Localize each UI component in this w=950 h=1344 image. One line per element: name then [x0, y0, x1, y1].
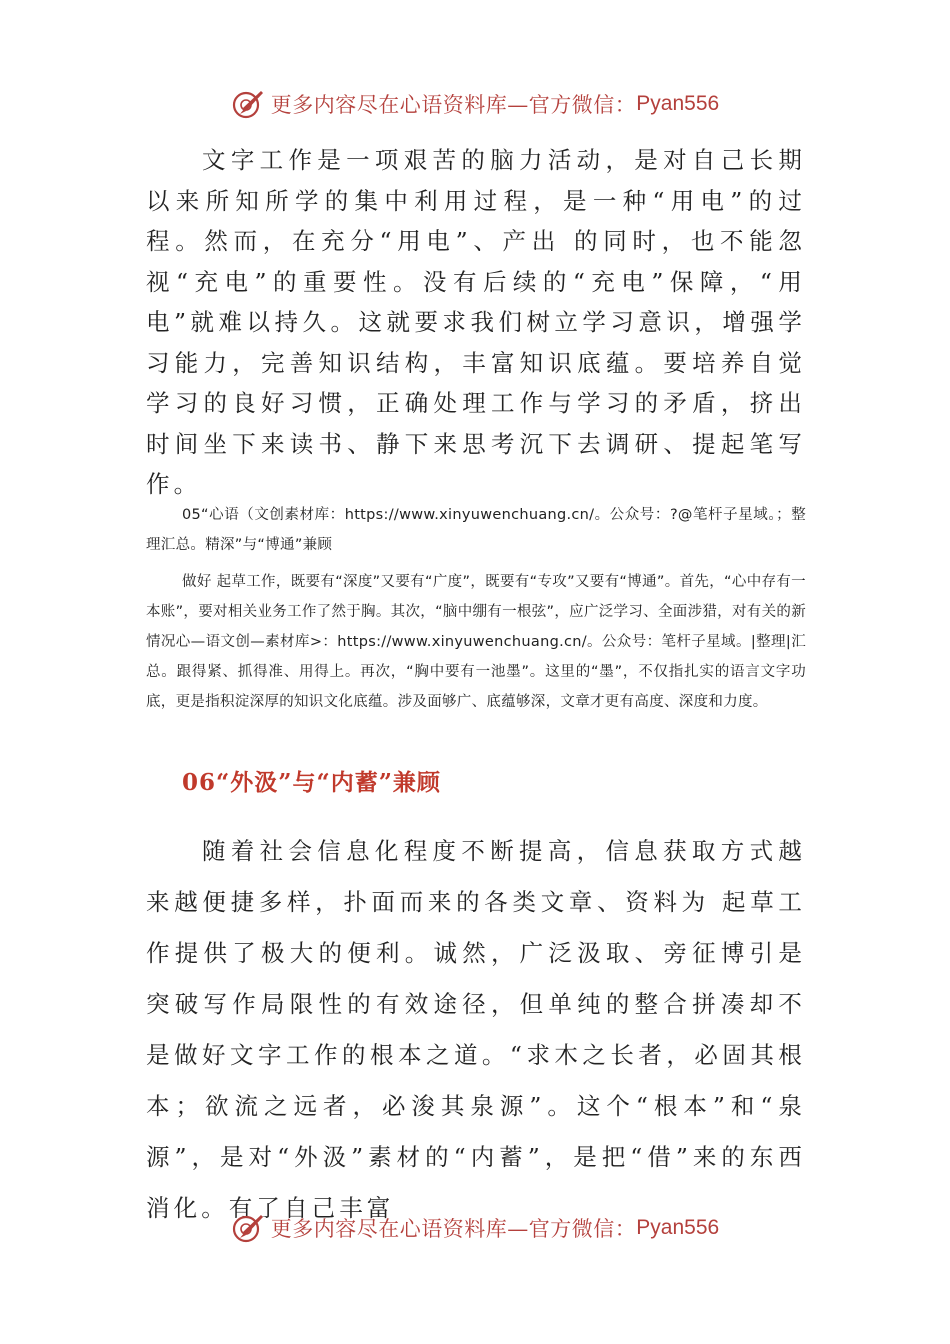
banner-wechat-id: Pyan556	[636, 1216, 720, 1239]
paragraph-block-3	[146, 567, 806, 717]
pen-logo-icon	[231, 87, 265, 121]
pen-logo-icon	[231, 1211, 265, 1245]
section-06-heading: 06“外汲”与“内蓄”兼顾	[182, 769, 441, 796]
section-05-title-paragraph: 05“心语（文创素材库：https://www.xinyuwenchuang.cn/。公众号：?@笔杆子星域。；整理汇总。精深”与“博通”兼顾	[146, 507, 806, 553]
paragraph-block-4	[146, 826, 806, 1234]
body-paragraph: 文字工作是一项艰苦的脑力活动，是对自己长期以来所知所学的集中利用过程，是一种“用电”的过程。然而，在充分“用电”、产出 的同时，也不能忽视“充电”的重要性。没有后续的“充电”保障，“用电”就难以持久。这就要求我们树立学习意识，增强学习能力，完善知识结构，丰富知识底蕴。要培养自觉学习的良好习惯，正确处理工作与学习的矛盾，挤出时间坐下来读书、静下来思考沉下去调研、提起笔写作。	[146, 146, 806, 498]
footer-banner	[0, 1208, 950, 1248]
banner-text: 更多内容尽在心语资料库—官方微信：	[270, 93, 637, 117]
body-paragraph-small: 做好 起草工作，既要有“深度”又要有“广度”，既要有“专攻”又要有“博通”。首先，“心中存有一本账”，要对相关业务工作了然于胸。其次，“脑中绷有一根弦”，应广泛学习、全面涉猎，对有关的新情况心—语文创—素材库>：https://www.xinyuwenchuang.cn/。公众号：笔杆子星域。|整理|汇总。跟得紧、抓得准、用得上。再次，“胸中要有一池墨”。这里的“墨”，不仅指扎实的语言文字功底，更是指积淀深厚的知识文化底蕴。涉及面够广、底蕴够深，文章才更有高度、深度和力度。	[146, 574, 806, 710]
paragraph-block-1	[146, 140, 806, 505]
paragraph-block-2	[146, 500, 806, 560]
banner-text: 更多内容尽在心语资料库—官方微信：	[270, 1217, 637, 1241]
body-paragraph: 随着社会信息化程度不断提高，信息获取方式越来越便捷多样，扑面而来的各类文章、资料为 起草工作提供了极大的便利。诚然，广泛汲取、旁征博引是突破写作局限性的有效途径，但单纯的整合拼凑却不是做好文字工作的根本之道。“求木之长者，必固其根本；欲流之远者，必浚其泉源”。这个“根本”和“泉源”，是对“外汲”素材的“内蓄”，是把“借”来的东西消化。有了自己丰富	[146, 837, 806, 1222]
header-banner	[0, 84, 950, 124]
heading-block	[146, 764, 806, 797]
banner-wechat-id: Pyan556	[636, 92, 720, 115]
